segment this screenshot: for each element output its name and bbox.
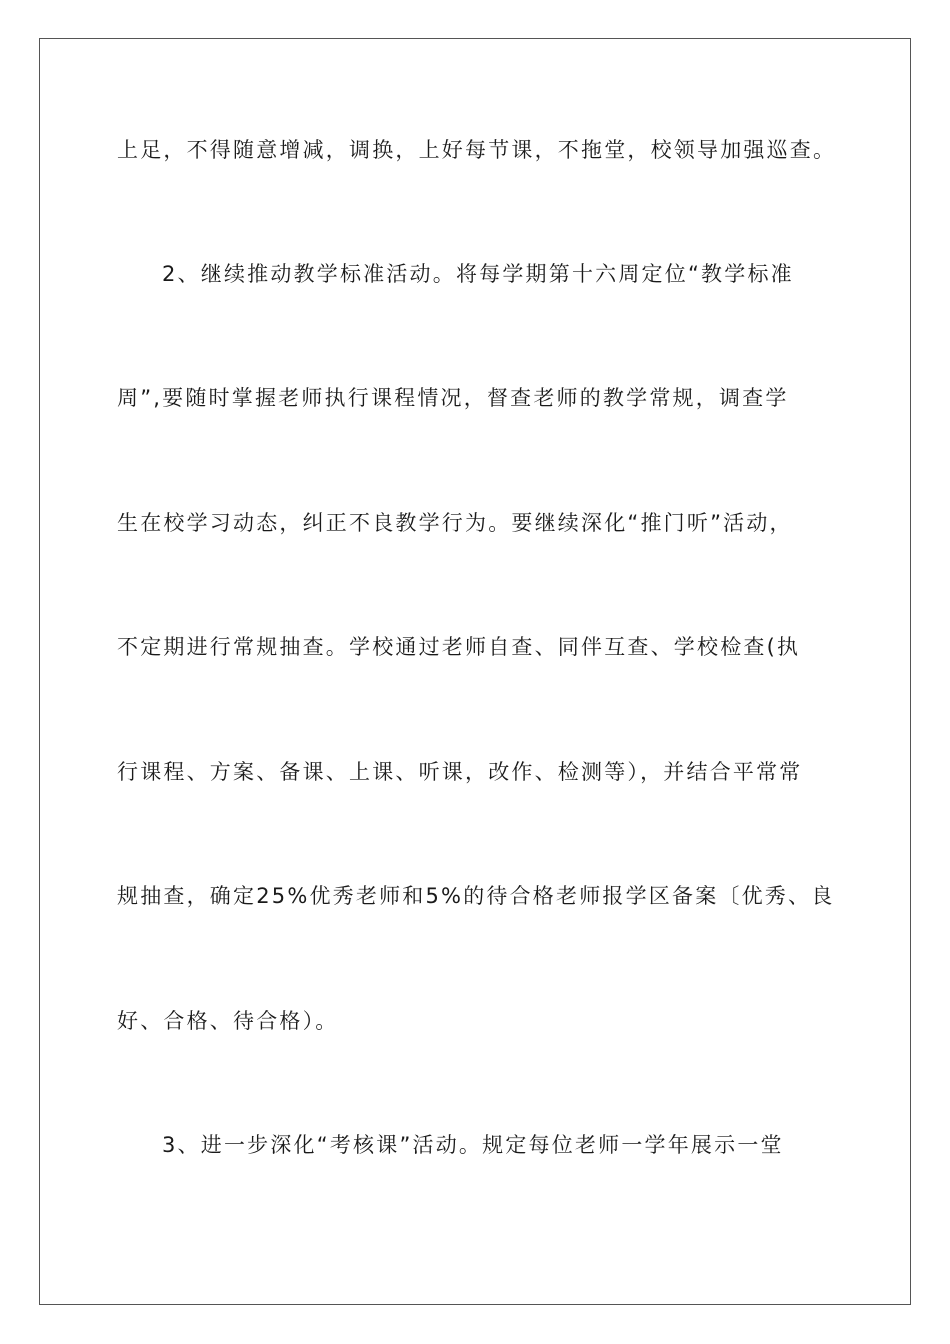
text-line-1: 上足，不得随意增减，调换，上好每节课，不拖堂，校领导加强巡查。 [117,138,837,162]
text-line-8: 好、合格、待合格）。 [117,1009,339,1033]
text-line-7: 规抽查，确定25%优秀老师和5%的待合格老师报学区备案〔优秀、良 [117,884,835,908]
text-line-6: 行课程、方案、备课、上课、听课，改作、检测等），并结合平常常 [117,760,803,784]
page-border [39,38,911,1305]
text-line-5: 不定期进行常规抽查。学校通过老师自查、同伴互查、学校检查(执 [117,635,801,659]
text-line-9: 3、进一步深化“考核课”活动。规定每位老师一学年展示一堂 [162,1133,784,1157]
text-line-3: 周”,要随时掌握老师执行课程情况，督查老师的教学常规，调查学 [117,386,789,410]
text-line-4: 生在校学习动态，纠正不良教学行为。要继续深化“推门听”活动， [117,511,793,535]
text-line-2: 2、继续推动教学标准活动。将每学期第十六周定位“教学标准 [162,262,794,286]
